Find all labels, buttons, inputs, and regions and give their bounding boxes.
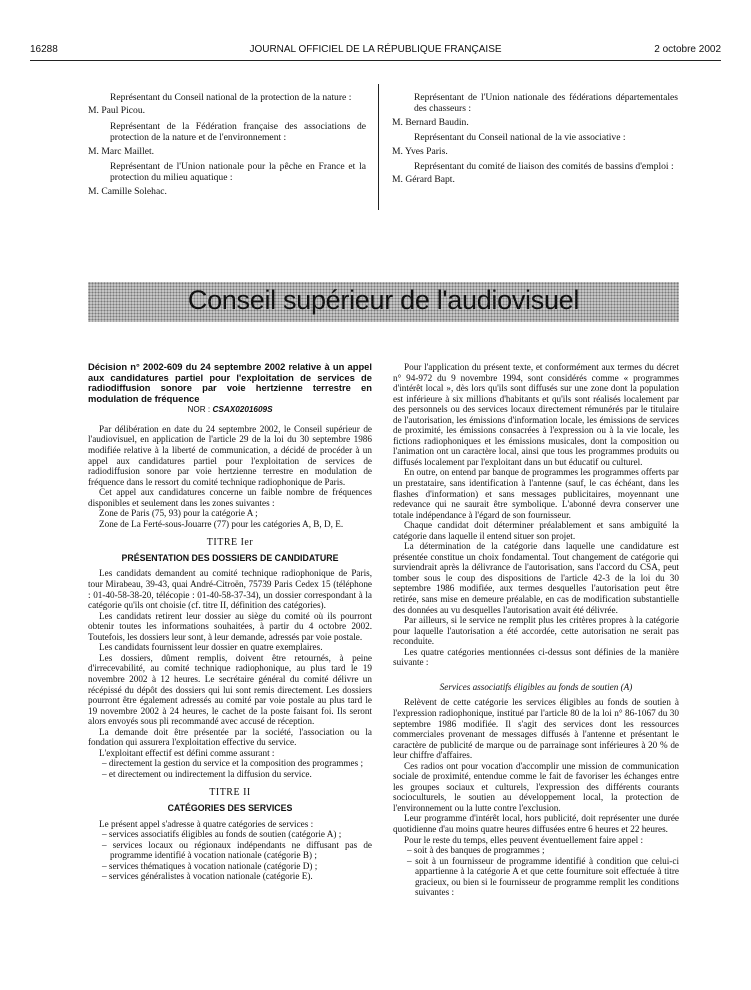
dash-item: – soit à des banques de programmes ; [407, 845, 545, 856]
category-item: – services locaux ou régionaux indépendants ne diffusant pas de programme identifié à vocation nationale (catégorie B) ; [102, 839, 372, 861]
paragraph: En outre, on entend par banque de programmes les programmes offerts par un prestataire, sans identification à l'antenne (sauf, le cas échéant, dans les flashes d'information) et sans messages publicitaires, moyennant une redevance qui ne saurait être symbolique. L'abonné devra conserver une totale indépendance à l'égard de son fournisseur. [393, 467, 679, 520]
paragraph: La détermination de la catégorie dans laquelle une candidature est présentée constitue un choix fondamental. Tout changement de catégorie qui surviendrait après la délivrance de l'autorisation, sans l'accord du CSA, peut tomber sous le coup des dispositions de l'article 42-3 de la loi du 30 septembre 1986 modifiée, aux termes desquelles l'autorisation peut être retirée, sans mise en demeure préalable, en cas de modification substantielle des données au vu desquelles l'autorisation avait été délivrée. [393, 541, 679, 615]
paragraph: Par délibération en date du 24 septembre 2002, le Conseil supérieur de l'audiovisuel, en application de l'article 29 de la loi du 30 septembre 1986 modifiée relative à la liberté de communication, a décidé de procéder à un appel aux candidatures partiel pour l'exploitation de services de radiodiffusion sonore par voie hertzienne terrestre en modulation de fréquence dans le ressort du comité technique radiophonique de Paris. [88, 423, 372, 487]
column-divider [378, 84, 379, 210]
representative-label: Représentant de l'Union nationale pour la pêche en France et la protection du milieu aquatique : [110, 161, 366, 184]
paragraph: Relèvent de cette catégorie les services éligibles au fonds de soutien à l'expression radiophonique, institué par l'article 80 de la loi n° 86-1067 du 30 septembre 1986 modifiée. Il s'agit des services dont les ressources commerciales provenant de messages diffusés à l'antenne et présentant le caractère de publicité de marque ou de parrainage sont inférieures à 20 % de leur chiffre d'affaires. [393, 697, 679, 761]
paragraph: Le présent appel s'adresse à quatre catégories de services : [99, 818, 314, 829]
paragraph: Zone de Paris (75, 93) pour la catégorie A ; [99, 508, 258, 519]
dash-item: – et directement ou indirectement la diffusion du service. [102, 768, 312, 779]
member-entry [392, 92, 678, 128]
paragraph: Cet appel aux candidatures concerne un faible nombre de fréquences disponibles et seulement dans les zones suivantes : [88, 487, 372, 508]
representative-label: Représentant du Conseil national de la vie associative : [414, 132, 626, 144]
member-name: M. Yves Paris. [392, 145, 448, 157]
page-number: 16288 [30, 44, 58, 55]
paragraph: Les dossiers, dûment remplis, doivent être retournés, à peine d'irrecevabilité, au comité technique radiophonique, au plus tard le 19 novembre 2002 à 12 heures. Le secrétaire général du comité délivre un récépissé du dépôt des dossiers qui lui sont remis directement. Les dossiers pourront être également adressés au comité par voie postale au plus tard le 19 novembre 2002 à 24 heures, le cachet de la poste faisant foi. Ils seront alors envoyés sous pli recommandé avec accusé de réception. [88, 652, 372, 727]
paragraph: Pour le reste du temps, elles peuvent éventuellement faire appel : [404, 834, 644, 845]
section-heading: PRÉSENTATION DES DOSSIERS DE CANDIDATURE [121, 552, 339, 563]
member-entry [88, 121, 366, 157]
members-list-right [392, 92, 678, 190]
member-name: M. Marc Maillet. [88, 145, 155, 157]
members-list-left [88, 92, 366, 201]
member-name: M. Bernard Baudin. [392, 116, 469, 128]
paragraph: Ces radios ont pour vocation d'accomplir une mission de communication sociale de proximité, entendue comme le fait de favoriser les échanges entre les groupes sociaux et culturels, l'expression des différents courants socioculturels, le soutien au développement local, la protection de l'environnement ou la lutte contre l'exclusion. [393, 760, 679, 813]
category-item: – services généralistes à vocation nationale (catégorie E). [102, 871, 313, 882]
representative-label: Représentant du comité de liaison des comités de bassins d'emploi : [414, 161, 674, 173]
paragraph: Zone de La Ferté-sous-Jouarre (77) pour les catégories A, B, D, E. [99, 518, 344, 529]
journal-title: JOURNAL OFFICIEL DE LA RÉPUBLIQUE FRANÇAISE [249, 44, 502, 55]
nor-label: NOR : [187, 405, 211, 415]
titre-heading: TITRE II [209, 787, 251, 799]
paragraph: Les candidats fournissent leur dossier en quatre exemplaires. [99, 642, 323, 653]
titre-heading: TITRE Ier [206, 537, 254, 549]
dash-item: – directement la gestion du service et la composition des programmes ; [102, 758, 364, 769]
member-entry [88, 161, 366, 197]
banner-title: Conseil supérieur de l'audiovisuel [187, 285, 580, 315]
page-header [30, 44, 721, 58]
paragraph: Leur programme d'intérêt local, hors publicité, doit représenter une durée quotidienne d'au moins quatre heures diffusées entre 6 heures et 22 heures. [393, 813, 679, 834]
member-entry [392, 132, 678, 157]
paragraph: Par ailleurs, si le service ne remplit plus les critères propres à la catégorie pour laquelle l'autorisation a été accordée, cette autorisation ne serait pas reconduite. [393, 615, 679, 647]
decision-title: Décision n° 2002-609 du 24 septembre 2002 relative à un appel aux candidatures partiel pour l'exploitation de services de radiodiffusion sonore par voie hertzienne terrestre en modulation de fréquence [88, 361, 372, 404]
nor-reference [88, 405, 372, 416]
member-entry [392, 161, 678, 186]
dash-item: – soit à un fournisseur de programme identifié à condition que celui-ci appartienne à la catégorie A et que cette fourniture soit effectuée à titre gracieux, ou bien si le fournisseur de programme remplit les conditions suivantes : [407, 855, 679, 898]
member-name: M. Gérard Bapt. [392, 174, 455, 186]
article-column-left [88, 362, 372, 882]
member-entry [88, 92, 366, 117]
representative-label: Représentant de l'Union nationale des fédérations départementales des chasseurs : [414, 92, 678, 115]
issue-date: 2 octobre 2002 [654, 44, 721, 55]
paragraph: La demande doit être présentée par la société, l'association ou la fondation qui assurera l'exploitation effective du service. [88, 726, 372, 748]
paragraph: Pour l'application du présent texte, et conformément aux termes du décret n° 94-972 du 9 novembre 1994, sont considérés comme « programmes d'intérêt local », dès lors qu'ils sont diffusés sur une zone dont la population est inférieure à six millions d'habitants et qu'ils sont réalisés localement par des personnels ou des services locaux directement rémunérés par le titulaire de l'autorisation, les émissions d'information locale, les émissions de services de proximité, les émissions consacrées à l'expression ou à la vie locale, les fictions radiophoniques et les émissions musicales, dont la composition ou l'animation ont un caractère local, ainsi que tous les programmes produits ou diffusés localement par l'exploitant dans un but éducatif ou culturel. [393, 362, 679, 467]
member-name: M. Camille Solehac. [88, 185, 167, 197]
paragraph: Chaque candidat doit déterminer préalablement et sans ambiguïté la catégorie dans laquelle il entend situer son projet. [393, 520, 679, 541]
article-column-right [393, 362, 679, 898]
representative-label: Représentant du Conseil national de la protection de la nature : [110, 92, 352, 103]
paragraph: Les quatre catégories mentionnées ci-dessus sont définies de la manière suivante : [393, 646, 679, 668]
paragraph: Les candidats retirent leur dossier au siège du comité où ils pourront obtenir toutes les informations souhaitées, à partir du 4 octobre 2002. Toutefois, les dossiers leur sont, à leur demande, adressés par voie postale. [88, 610, 372, 642]
category-item: – services associatifs éligibles au fonds de soutien (catégorie A) ; [102, 829, 342, 840]
header-rule [30, 60, 721, 61]
representative-label: Représentant de la Fédération française des associations de protection de la nature et de l'environnement : [110, 120, 366, 144]
paragraph: L'exploitant effectif est défini comme assurant : [99, 747, 275, 758]
category-subtitle: Services associatifs éligibles au fonds de soutien (A) [439, 681, 633, 692]
paragraph: Les candidats demandent au comité technique radiophonique de Paris, tour Mirabeau, 39-43, quai André-Citroën, 75739 Paris Cedex 15 (téléphone : 01-40-58-38-20, télécopie : 01-40-58-37-34), un dossier correspondant à la catégorie qu'ils ont choisie (cf. titre II, définition des catégories). [88, 568, 372, 611]
section-banner [88, 282, 679, 322]
section-heading: CATÉGORIES DES SERVICES [167, 802, 293, 813]
nor-code: CSAX0201609S [212, 405, 273, 415]
member-name: M. Paul Picou. [88, 105, 146, 117]
category-item: – services thématiques à vocation nationale (catégorie D) ; [102, 860, 318, 871]
